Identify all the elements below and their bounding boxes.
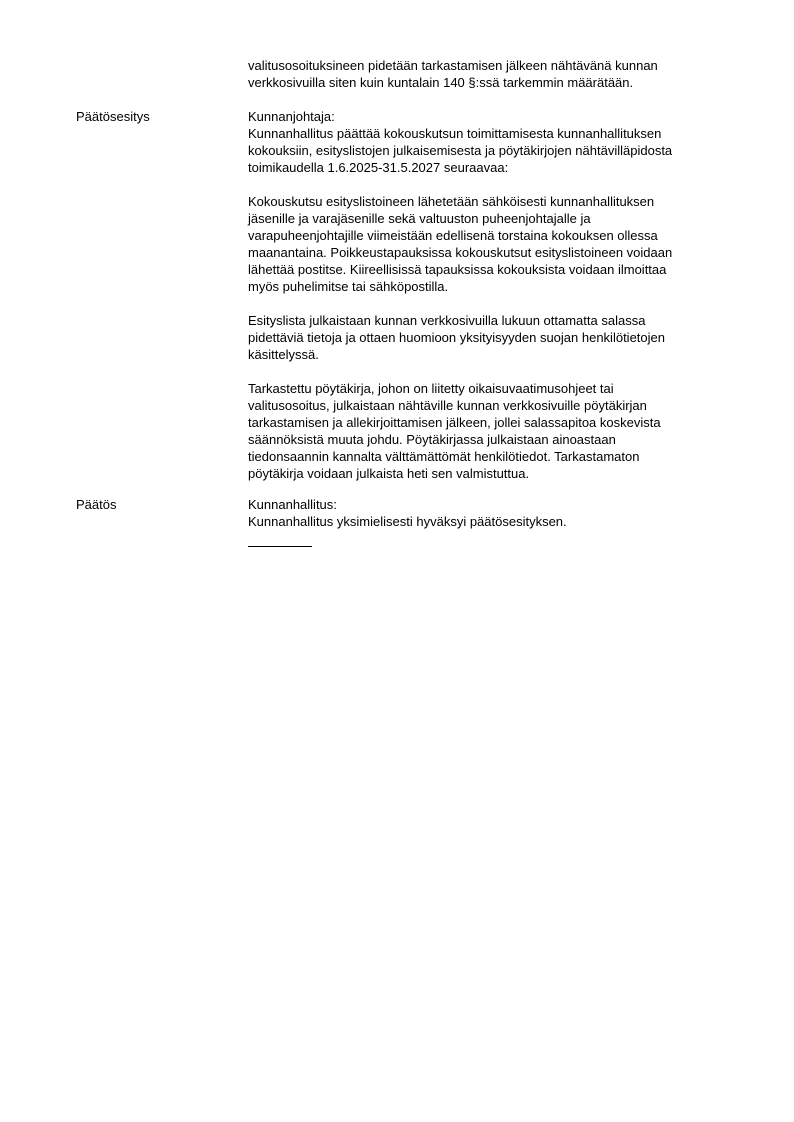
proposal-line: säännöksistä muuta johdu. Pöytäkirjassa julkaistaan ainoastaan xyxy=(248,432,616,447)
proposal-line: valitusosoitus, julkaistaan nähtäville kunnan verkkosivuille pöytäkirjan xyxy=(248,398,647,413)
proposal-line: Kokouskutsu esityslistoineen lähetetään sähköisesti kunnanhallituksen xyxy=(248,194,655,209)
decision-content xyxy=(248,496,738,547)
decision-text: Kunnanhallitus yksimielisesti hyväksyi päätösesityksen. xyxy=(248,514,567,529)
intro-text xyxy=(248,57,738,91)
proposal-line: tiedonsaannin kannalta välttämättömät henkilötiedot. Tarkastamaton xyxy=(248,449,640,464)
proposal-content xyxy=(248,108,738,482)
decision-speaker: Kunnanhallitus: xyxy=(248,497,337,512)
proposal-paragraph-2 xyxy=(248,193,738,295)
proposal-line: varapuheenjohtajille viimeistään edellisenä torstaina kokouksen ollessa xyxy=(248,228,658,243)
proposal-line: maanantaina. Poikkeustapauksissa kokouskutsut esityslistoineen voidaan xyxy=(248,245,673,260)
proposal-line: jäsenille ja varajäsenille sekä valtuuston puheenjohtajalle ja xyxy=(248,211,591,226)
proposal-line: käsittelyssä. xyxy=(248,347,319,362)
proposal-line: pidettäviä tietoja ja ottaen huomioon yksityisyyden suojan henkilötietojen xyxy=(248,330,665,345)
proposal-paragraph-1 xyxy=(248,125,738,176)
intro-line: valitusosoituksineen pidetään tarkastamisen jälkeen nähtävänä kunnan xyxy=(248,58,658,73)
proposal-line: kokouksiin, esityslistojen julkaisemisesta ja pöytäkirjojen nähtävilläpidosta xyxy=(248,143,673,158)
proposal-line: lähettää postitse. Kiireellisissä tapauksissa kokouksista voidaan ilmoittaa xyxy=(248,262,667,277)
proposal-line: toimikaudella 1.6.2025-31.5.2027 seuraavaa: xyxy=(248,160,509,175)
proposal-line: Kunnanhallitus päättää kokouskutsun toimittamisesta kunnanhallituksen xyxy=(248,126,662,141)
proposal-line: pöytäkirja voidaan julkaista heti sen valmistuttua. xyxy=(248,466,530,481)
proposal-line: Esityslista julkaistaan kunnan verkkosivuilla lukuun ottamatta salassa xyxy=(248,313,646,328)
proposal-speaker: Kunnanjohtaja: xyxy=(248,109,335,124)
end-rule xyxy=(248,546,312,547)
proposal-line: myös puhelimitse tai sähköpostilla. xyxy=(248,279,449,294)
proposal-label: Päätösesitys xyxy=(76,109,150,124)
proposal-paragraph-4 xyxy=(248,380,738,482)
intro-line: verkkosivuilla siten kuin kuntalain 140 §:ssä tarkemmin määrätään. xyxy=(248,75,634,90)
proposal-line: Tarkastettu pöytäkirja, johon on liitetty oikaisuvaatimusohjeet tai xyxy=(248,381,614,396)
proposal-paragraph-3 xyxy=(248,312,738,363)
proposal-line: tarkastamisen ja allekirjoittamisen jälkeen, jollei salassapitoa koskevista xyxy=(248,415,661,430)
intro-paragraph xyxy=(248,57,738,91)
decision-label: Päätös xyxy=(76,497,117,512)
